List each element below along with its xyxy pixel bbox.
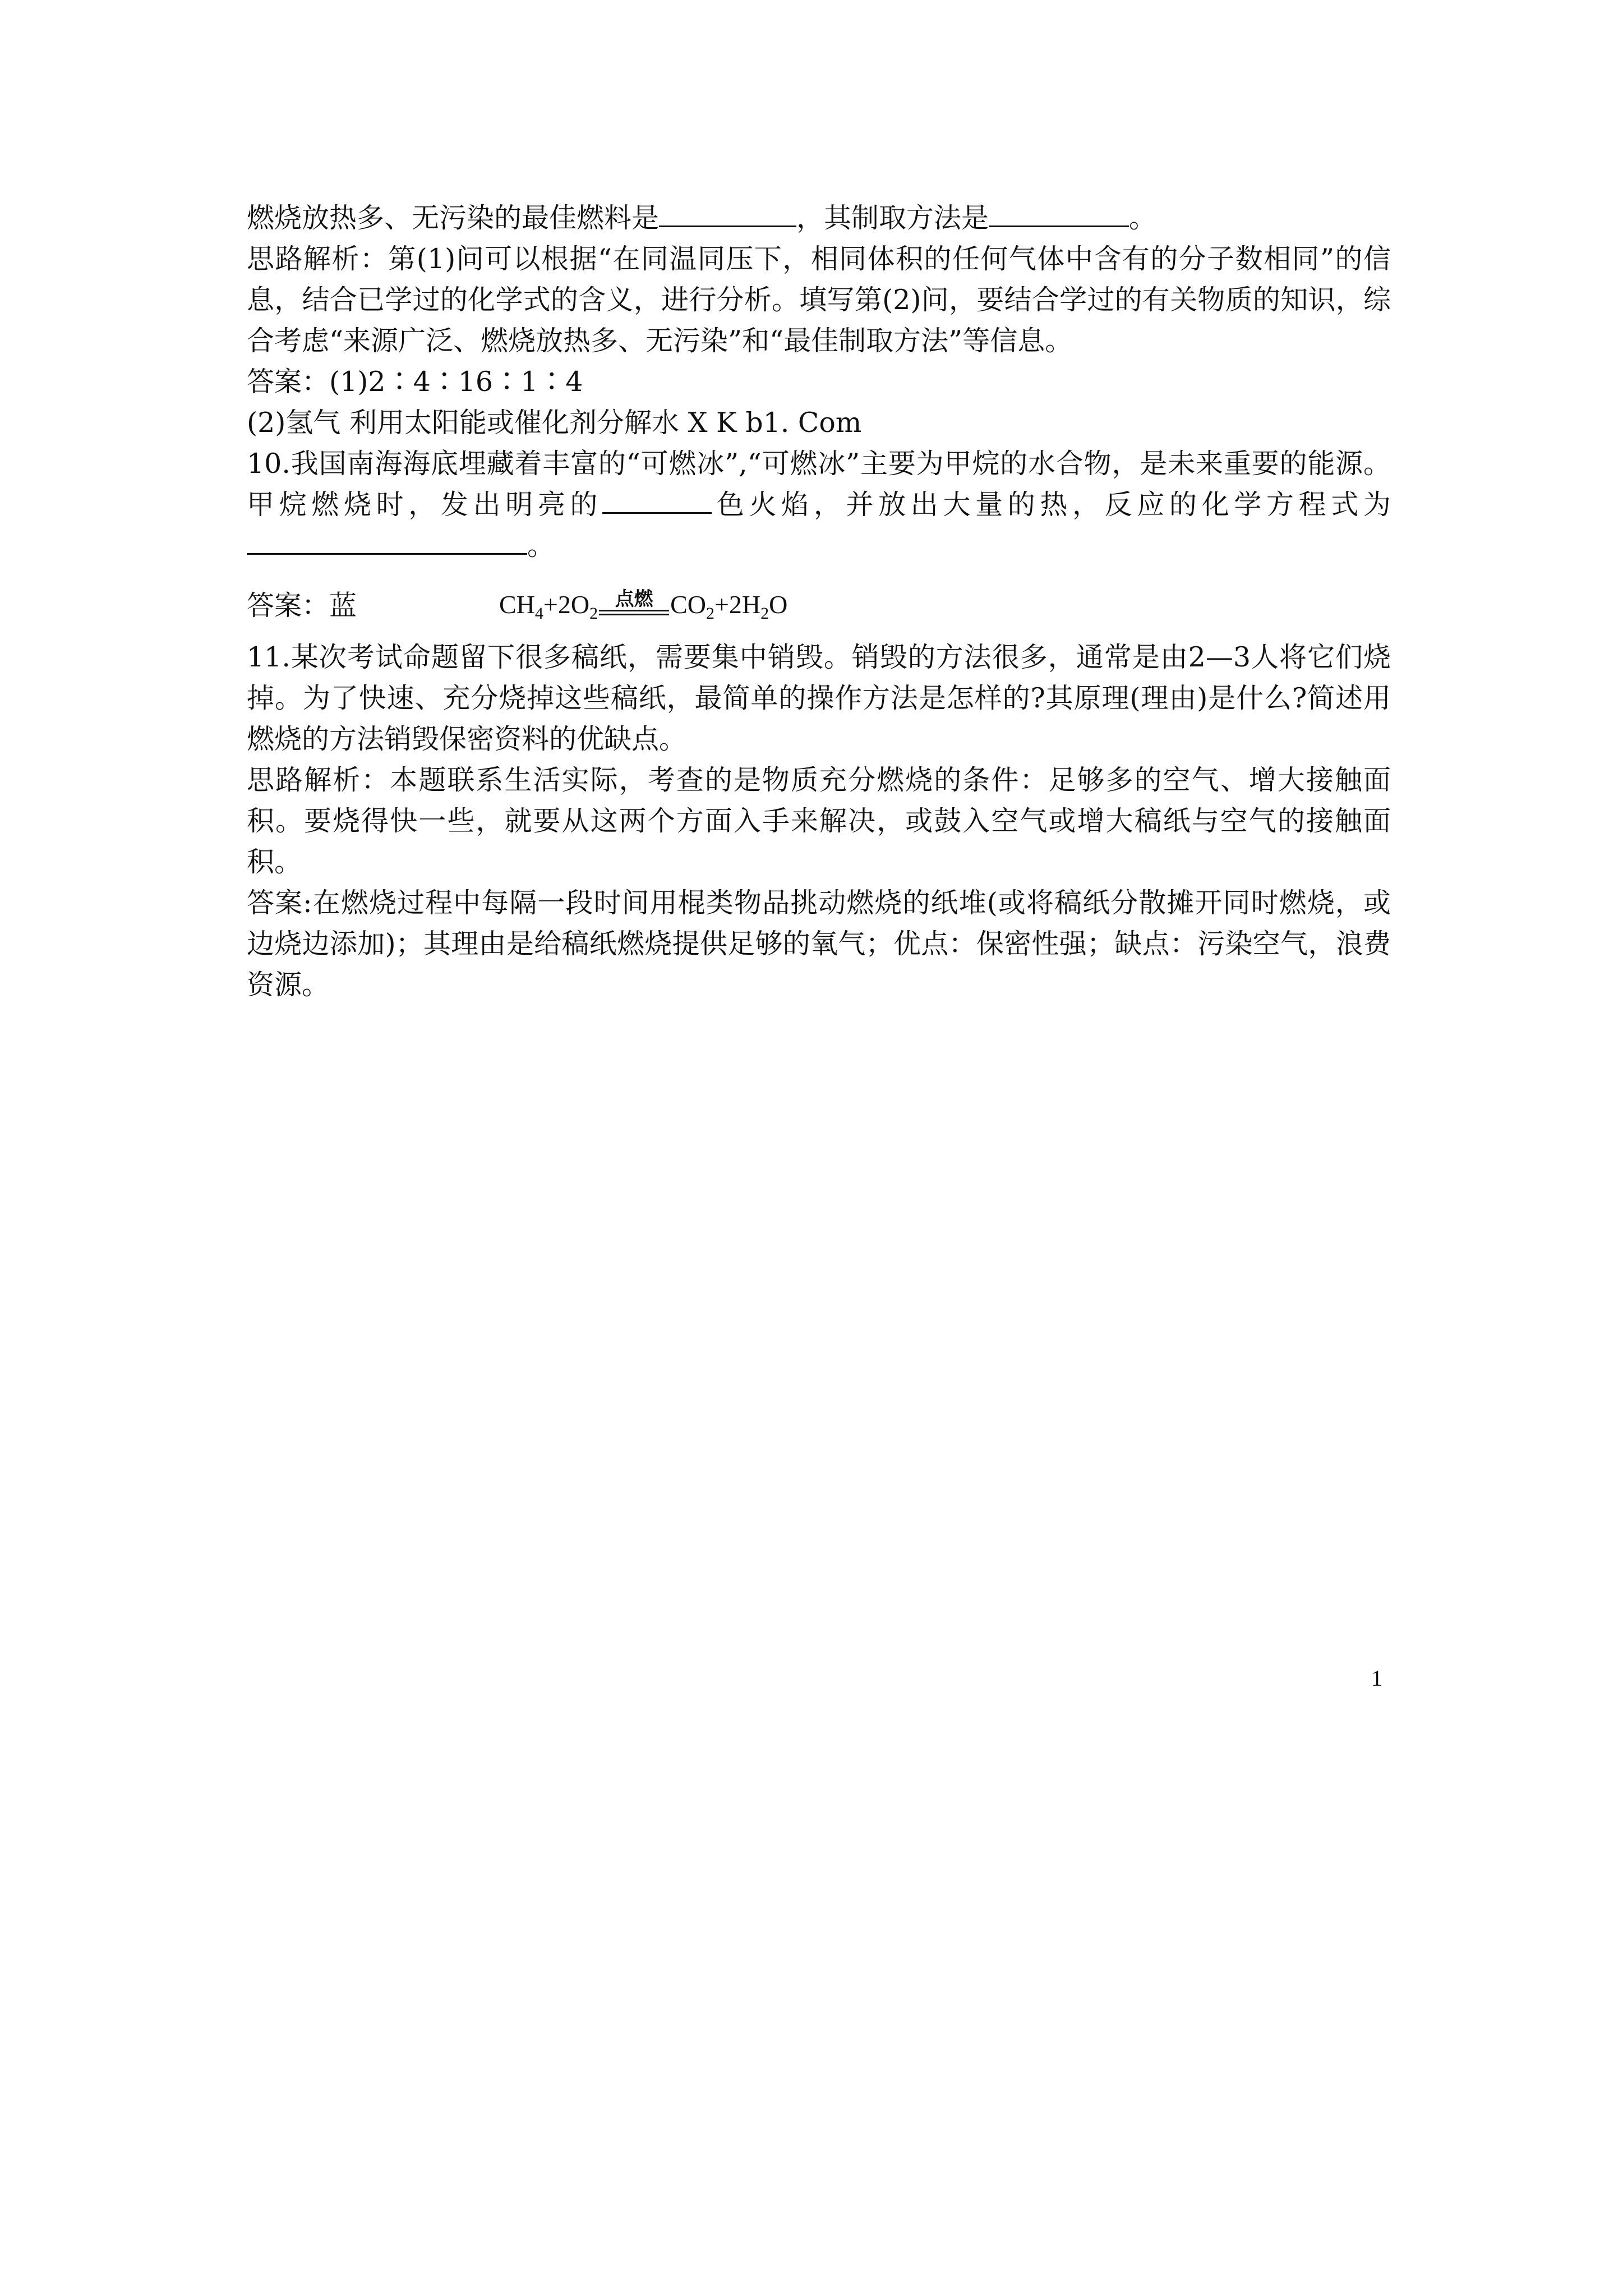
- answer-blank: [247, 527, 527, 555]
- q9-text-part1: 燃烧放热多、无污染的最佳燃料是: [247, 202, 660, 234]
- q9-text-part2: ，其制取方法是: [796, 202, 989, 234]
- answer-blank: [659, 200, 796, 227]
- question-11: 11.某次考试命题留下很多稿纸，需要集中销毁。销毁的方法很多，通常是由2—3人将它们烧掉。为了快速、充分烧掉这些稿纸，最简单的操作方法是怎样的?其原理(理由)是什么?简述用燃烧的方法销毁保密资料的优缺点。: [247, 641, 1391, 755]
- q10-text-part2: 色火焰，并放出大量的热，反应的化学方程式为: [712, 489, 1391, 521]
- product-h2o: $+2H_2O$: [714, 590, 788, 623]
- q9-analysis: 思路解析：第(1)问可以根据“在同温同压下，相同体积的任何气体中含有的分子数相同”的信息，结合已学过的化学式的含义，进行分析。填写第(2)问，要结合学过的有关物质的知识，综合考虑“来源广泛、燃烧放热多、无污染”和“最佳制取方法”等信息。: [247, 243, 1391, 357]
- reactant-o2: $+2O_2$: [543, 590, 598, 623]
- watermark-text: X K b1. Com: [688, 407, 862, 439]
- q9-answer-1: 答案：(1)2∶4∶16∶1∶4: [247, 366, 583, 398]
- product-co2: $CO_2$: [670, 590, 714, 623]
- page-number: 1: [1371, 1665, 1382, 1691]
- reaction-condition: 点燃: [615, 588, 653, 610]
- answer-blank: [602, 486, 712, 514]
- reactant-ch4: $CH_4$: [499, 590, 543, 623]
- chemical-equation: [499, 590, 787, 623]
- q11-answer: 答案:在燃烧过程中每隔一段时间用棍类物品挑动燃烧的纸堆(或将稿纸分散摊开同时燃烧，或边烧边添加)；其理由是给稿纸燃烧提供足够的氧气；优点：保密性强；缺点：污染空气，浪费资源。: [247, 887, 1391, 1001]
- double-line: [599, 610, 669, 615]
- q9-answer-2-text: (2)氢气 利用太阳能或催化剂分解水: [247, 407, 679, 439]
- question-10: [247, 443, 1391, 566]
- q10-text-part3: 。: [527, 530, 555, 562]
- q9-answer-2: [247, 402, 1391, 443]
- answer-blank: [989, 200, 1129, 227]
- q10-text-part1: 10.我国南海海底埋藏着丰富的“可燃冰”,“可燃冰”主要为甲烷的水合物，是未来重要的能源。甲烷燃烧时，发出明亮的: [247, 448, 1391, 521]
- q9-fill-in-line: [247, 197, 1391, 238]
- q10-answer: [247, 566, 1391, 629]
- q9-text-part3: 。: [1129, 202, 1157, 234]
- q11-analysis: 思路解析：本题联系生活实际，考查的是物质充分燃烧的条件：足够多的空气、增大接触面积。要烧得快一些，就要从这两个方面入手来解决，或鼓入空气或增大稿纸与空气的接触面积。: [247, 764, 1391, 878]
- reaction-arrow: [599, 588, 669, 615]
- page-body: [247, 197, 1391, 1005]
- q10-answer-label: 答案：蓝: [247, 590, 357, 622]
